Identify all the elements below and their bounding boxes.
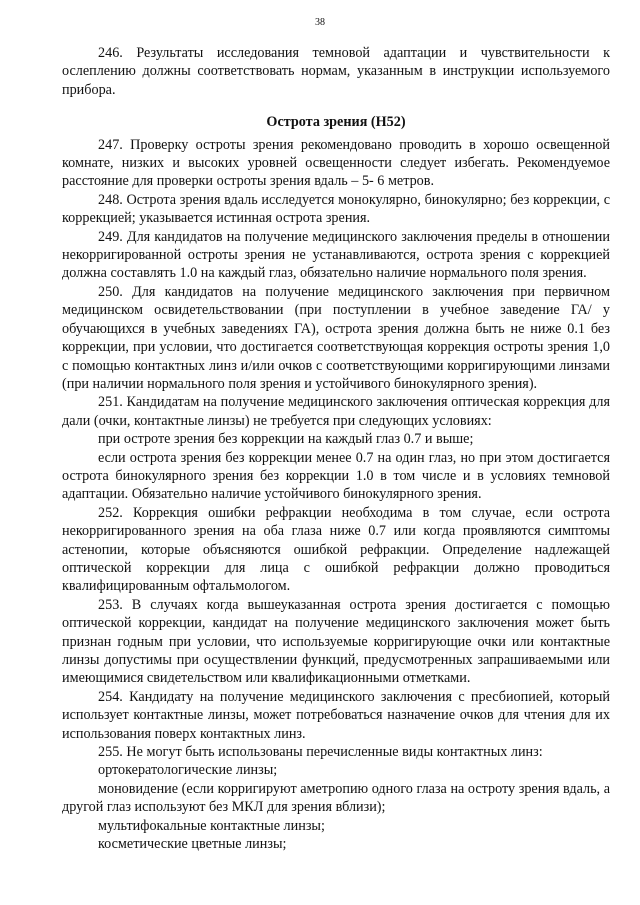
- paragraph-249: 249. Для кандидатов на получение медицинского заключения пределы в отношении некорригированной остроты зрения не устанавливаются, острота зрения с коррекцией должна составлять 1.0 на каждый глаз, обязательно наличие нормального поля зрения.: [62, 228, 610, 282]
- paragraph-255-item-2: моновидение (если корригируют аметропию одного глаза на остроту зрения вдаль, а другой глаз используют без МКЛ для зрения вблизи);: [62, 780, 610, 816]
- paragraph-251: 251. Кандидатам на получение медицинского заключения оптическая коррекция для дали (очки, контактные линзы) не требуется при следующих условиях:: [62, 394, 610, 429]
- paragraph-254: 254. Кандидату на получение медицинского заключения с пресбиопией, который использует контактные линзы, может потребоваться назначение очков для чтения для их использования поверх контактных линз.: [62, 688, 610, 742]
- paragraph-248: 248. Острота зрения вдаль исследуется монокулярно, бинокулярно; без коррекции, с коррекцией; указывается истинная острота зрения.: [62, 191, 610, 227]
- page-content: [62, 44, 610, 853]
- paragraph-250: 250. Для кандидатов на получение медицинского заключения при первичном медицинском освидетельствовании (при поступлении в учебное заведение ГА/ у обучающихся в учебных заведениях ГА), острота зрения должна быть не ниже 0.1 без коррекции, при условии, что достигается соответствующая коррекция остроты зрения 1,0 с помощью контактных линз и/или очков с соответствующими корригирующими линзами (при наличии нормального поля зрения и устойчивого бинокулярного зрения).: [62, 283, 610, 392]
- paragraph-247: 247. Проверку остроты зрения рекомендовано проводить в хорошо освещенной комнате, низких и высоких уровней освещенности следует избегать. Рекомендуемое расстояние для проверки остроты зрения вдаль – 5- 6 метров.: [62, 136, 610, 190]
- page-number: 38: [315, 17, 325, 28]
- paragraph-255-item-4: косметические цветные линзы;: [98, 836, 287, 853]
- paragraph-252: 252. Коррекция ошибки рефракции необходима в том случае, если острота некорригированного зрения на оба глаза ниже 0.7 или когда проявляются симптомы астенопии, которые объясняются ошибкой рефракции. Определение надлежащей оптической коррекции для лица с ошибкой рефракции должно проводиться квалифицированным офтальмологом.: [62, 504, 610, 595]
- paragraph-255-item-1: ортокератологические линзы;: [98, 762, 278, 779]
- paragraph-251-condition-1: при остроте зрения без коррекции на каждый глаз 0.7 и выше;: [98, 431, 474, 448]
- paragraph-246: 246. Результаты исследования темновой адаптации и чувствительности к ослеплению должны соответствовать нормам, указанным в инструкции используемого прибора.: [62, 45, 610, 98]
- paragraph-255-item-3: мультифокальные контактные линзы;: [98, 817, 325, 834]
- paragraph-253: 253. В случаях когда вышеуказанная острота зрения достигается с помощью оптической коррекции, кандидат на получение медицинского заключения может быть признан годным при условии, что используемые корригирующие очки или контактные линзы допустимы при осуществлении функций, предусмотренных запрашиваемыми или имеющимися свидетельством или квалификационными отметками.: [62, 596, 610, 687]
- section-heading: Острота зрения (Н52): [266, 114, 406, 131]
- paragraph-251-condition-2: если острота зрения без коррекции менее 0.7 на один глаз, но при этом достигается острота бинокулярного зрения без коррекции 1.0 в том числе и в условиях темновой адаптации. Обязательно наличие устойчивого бинокулярного зрения.: [62, 449, 610, 503]
- paragraph-255: 255. Не могут быть использованы перечисленные виды контактных линз:: [98, 744, 543, 761]
